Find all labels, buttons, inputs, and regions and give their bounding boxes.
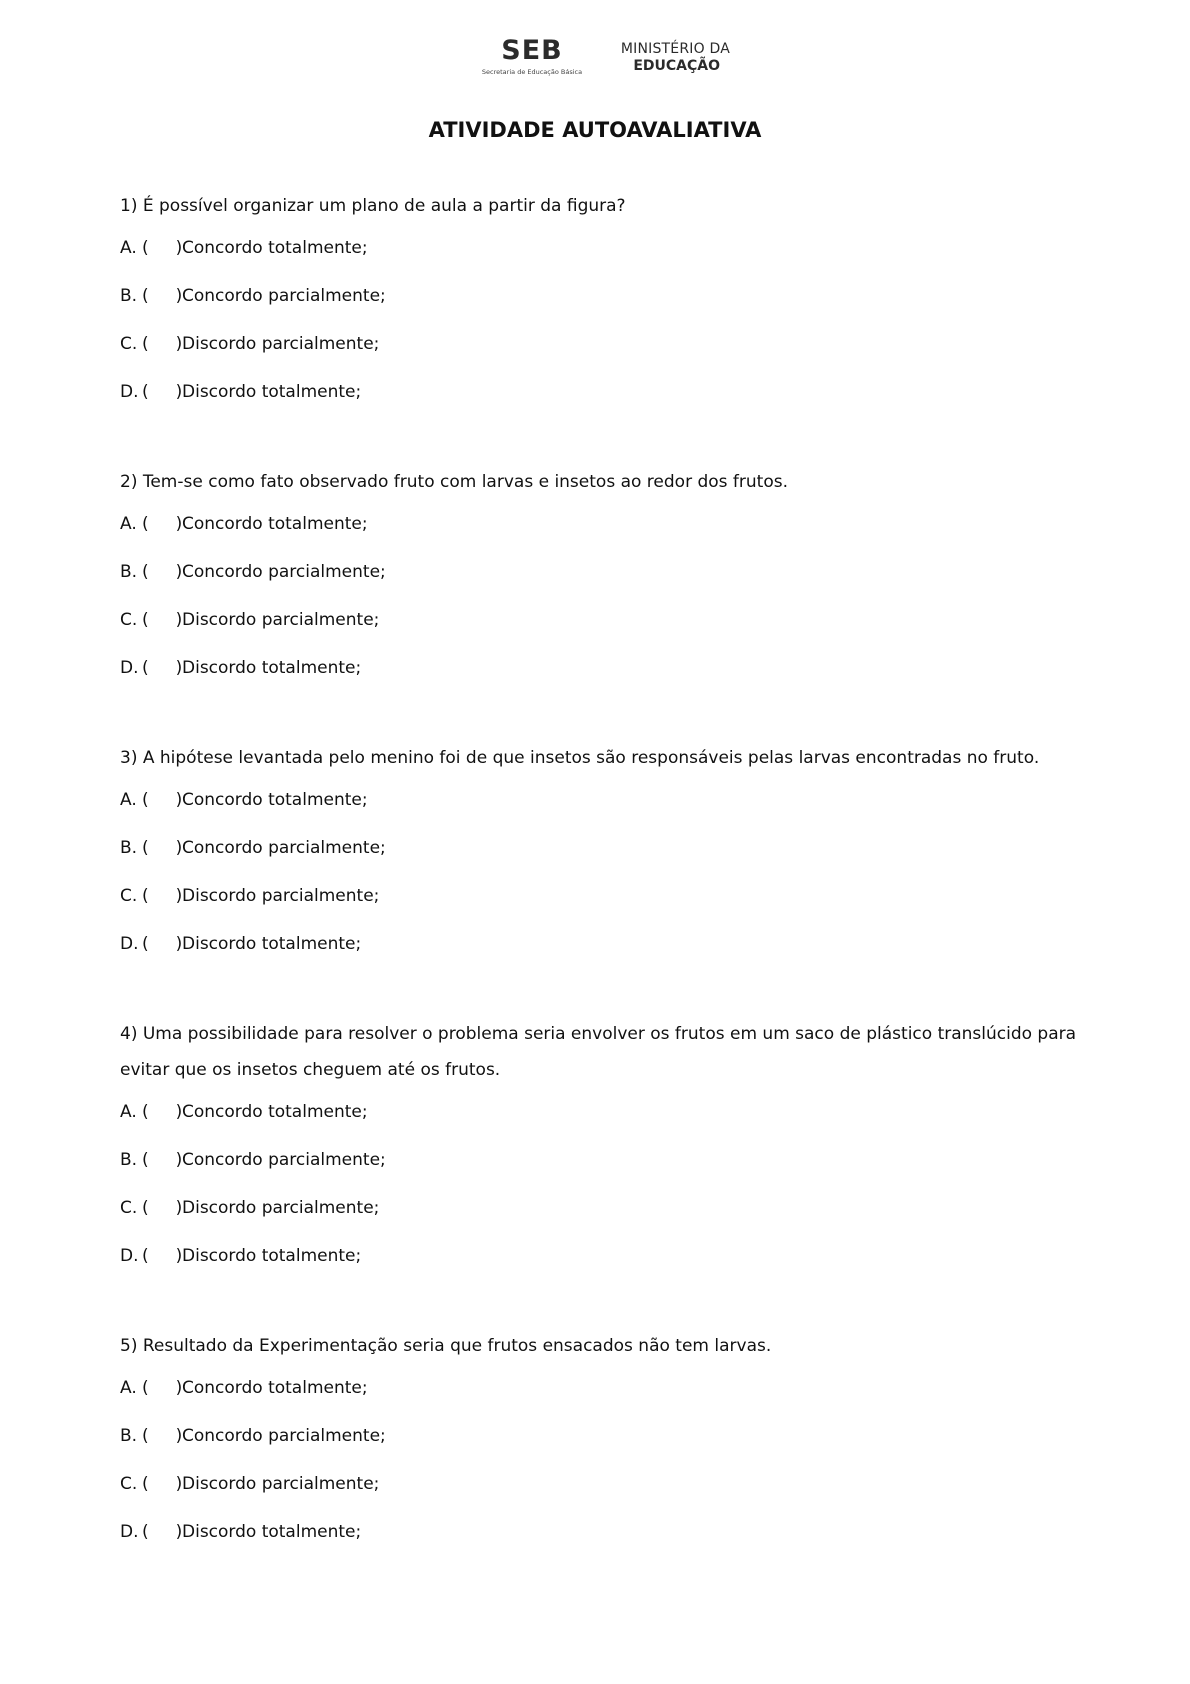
option-letter: B. — [120, 838, 138, 858]
option-label: Discordo parcialmente; — [182, 886, 380, 906]
answer-option[interactable] — [120, 1136, 1080, 1184]
answer-option[interactable] — [120, 1184, 1080, 1232]
option-label: Concordo totalmente; — [182, 1378, 368, 1398]
question-text: 3) A hipótese levantada pelo menino foi de que insetos são responsáveis pelas larvas encontradas no fruto. — [120, 748, 1040, 768]
question-3 — [120, 738, 1080, 968]
answer-option[interactable] — [120, 368, 1080, 416]
mec-logo — [610, 41, 730, 74]
option-label: Concordo parcialmente; — [182, 562, 386, 582]
answer-checkbox[interactable]: ( ) — [142, 514, 183, 534]
answer-checkbox[interactable]: ( ) — [142, 382, 183, 402]
mec-logo-line2: EDUCAÇÃO — [633, 58, 720, 74]
answer-option[interactable] — [120, 548, 1080, 596]
answer-checkbox[interactable]: ( ) — [142, 334, 183, 354]
question-text: 5) Resultado da Experimentação seria que frutos ensacados não tem larvas. — [120, 1336, 772, 1356]
option-label: Concordo totalmente; — [182, 514, 368, 534]
option-label: Discordo totalmente; — [182, 1246, 362, 1266]
option-letter: C. — [120, 886, 138, 906]
option-letter: B. — [120, 562, 138, 582]
answer-checkbox[interactable]: ( ) — [142, 1198, 183, 1218]
answer-option[interactable] — [120, 320, 1080, 368]
answer-option[interactable] — [120, 872, 1080, 920]
option-letter: C. — [120, 1474, 138, 1494]
question-5 — [120, 1326, 1080, 1556]
answer-checkbox[interactable]: ( ) — [142, 1378, 183, 1398]
option-label: Concordo totalmente; — [182, 790, 368, 810]
answer-option[interactable] — [120, 644, 1080, 692]
option-letter: A. — [120, 1102, 137, 1122]
option-label: Discordo totalmente; — [182, 934, 362, 954]
answer-option[interactable] — [120, 824, 1080, 872]
option-letter: A. — [120, 1378, 137, 1398]
answer-checkbox[interactable]: ( ) — [142, 610, 183, 630]
option-label: Concordo totalmente; — [182, 1102, 368, 1122]
option-label: Discordo totalmente; — [182, 658, 362, 678]
option-label: Concordo parcialmente; — [182, 286, 386, 306]
answer-option[interactable] — [120, 920, 1080, 968]
option-label: Concordo totalmente; — [182, 238, 368, 258]
option-letter: A. — [120, 790, 137, 810]
answer-checkbox[interactable]: ( ) — [142, 1426, 183, 1446]
answer-option[interactable] — [120, 500, 1080, 548]
answer-option[interactable] — [120, 1412, 1080, 1460]
option-label: Discordo totalmente; — [182, 382, 362, 402]
option-letter: D. — [120, 1246, 139, 1266]
seb-logo-subtitle: Secretaria de Educação Básica — [481, 68, 583, 76]
question-2 — [120, 462, 1080, 692]
option-letter: D. — [120, 382, 139, 402]
seb-logo-mark: SEB — [501, 35, 563, 66]
seb-logo — [470, 36, 594, 76]
answer-checkbox[interactable]: ( ) — [142, 934, 183, 954]
answer-option[interactable] — [120, 1364, 1080, 1412]
option-label: Discordo parcialmente; — [182, 334, 380, 354]
answer-checkbox[interactable]: ( ) — [142, 238, 183, 258]
answer-checkbox[interactable]: ( ) — [142, 1150, 183, 1170]
answer-checkbox[interactable]: ( ) — [142, 562, 183, 582]
answer-checkbox[interactable]: ( ) — [142, 1102, 183, 1122]
option-letter: B. — [120, 1150, 138, 1170]
answer-option[interactable] — [120, 1460, 1080, 1508]
answer-option[interactable] — [120, 1508, 1080, 1556]
question-text: 2) Tem-se como fato observado fruto com larvas e insetos ao redor dos frutos. — [120, 472, 788, 492]
answer-checkbox[interactable]: ( ) — [142, 886, 183, 906]
page-header — [0, 36, 1190, 86]
answer-option[interactable] — [120, 224, 1080, 272]
option-label: Concordo parcialmente; — [182, 1426, 386, 1446]
page-title: ATIVIDADE AUTOAVALIATIVA — [428, 118, 762, 142]
option-label: Discordo parcialmente; — [182, 610, 380, 630]
option-label: Discordo parcialmente; — [182, 1198, 380, 1218]
answer-checkbox[interactable]: ( ) — [142, 790, 183, 810]
answer-option[interactable] — [120, 272, 1080, 320]
answer-option[interactable] — [120, 776, 1080, 824]
answer-option[interactable] — [120, 1232, 1080, 1280]
question-text: 1) É possível organizar um plano de aula a partir da figura? — [120, 196, 626, 216]
option-letter: D. — [120, 934, 139, 954]
option-letter: C. — [120, 1198, 138, 1218]
question-4 — [120, 1014, 1080, 1280]
option-letter: D. — [120, 658, 139, 678]
answer-checkbox[interactable]: ( ) — [142, 286, 183, 306]
question-1 — [120, 186, 1080, 416]
answer-option[interactable] — [120, 1088, 1080, 1136]
answer-checkbox[interactable]: ( ) — [142, 1474, 183, 1494]
option-label: Discordo totalmente; — [182, 1522, 362, 1542]
option-letter: C. — [120, 610, 138, 630]
option-label: Concordo parcialmente; — [182, 838, 386, 858]
answer-option[interactable] — [120, 596, 1080, 644]
option-letter: A. — [120, 514, 137, 534]
option-letter: A. — [120, 238, 137, 258]
option-letter: C. — [120, 334, 138, 354]
question-text: 4) Uma possibilidade para resolver o problema seria envolver os frutos em um saco de plástico translúcido para evitar que os insetos cheguem até os frutos. — [120, 1024, 1077, 1080]
answer-checkbox[interactable]: ( ) — [142, 658, 183, 678]
option-letter: D. — [120, 1522, 139, 1542]
option-letter: B. — [120, 1426, 138, 1446]
question-list — [120, 186, 1080, 1602]
answer-checkbox[interactable]: ( ) — [142, 1522, 183, 1542]
mec-logo-line1: MINISTÉRIO DA — [620, 41, 730, 57]
answer-checkbox[interactable]: ( ) — [142, 838, 183, 858]
option-label: Discordo parcialmente; — [182, 1474, 380, 1494]
answer-checkbox[interactable]: ( ) — [142, 1246, 183, 1266]
option-label: Concordo parcialmente; — [182, 1150, 386, 1170]
option-letter: B. — [120, 286, 138, 306]
